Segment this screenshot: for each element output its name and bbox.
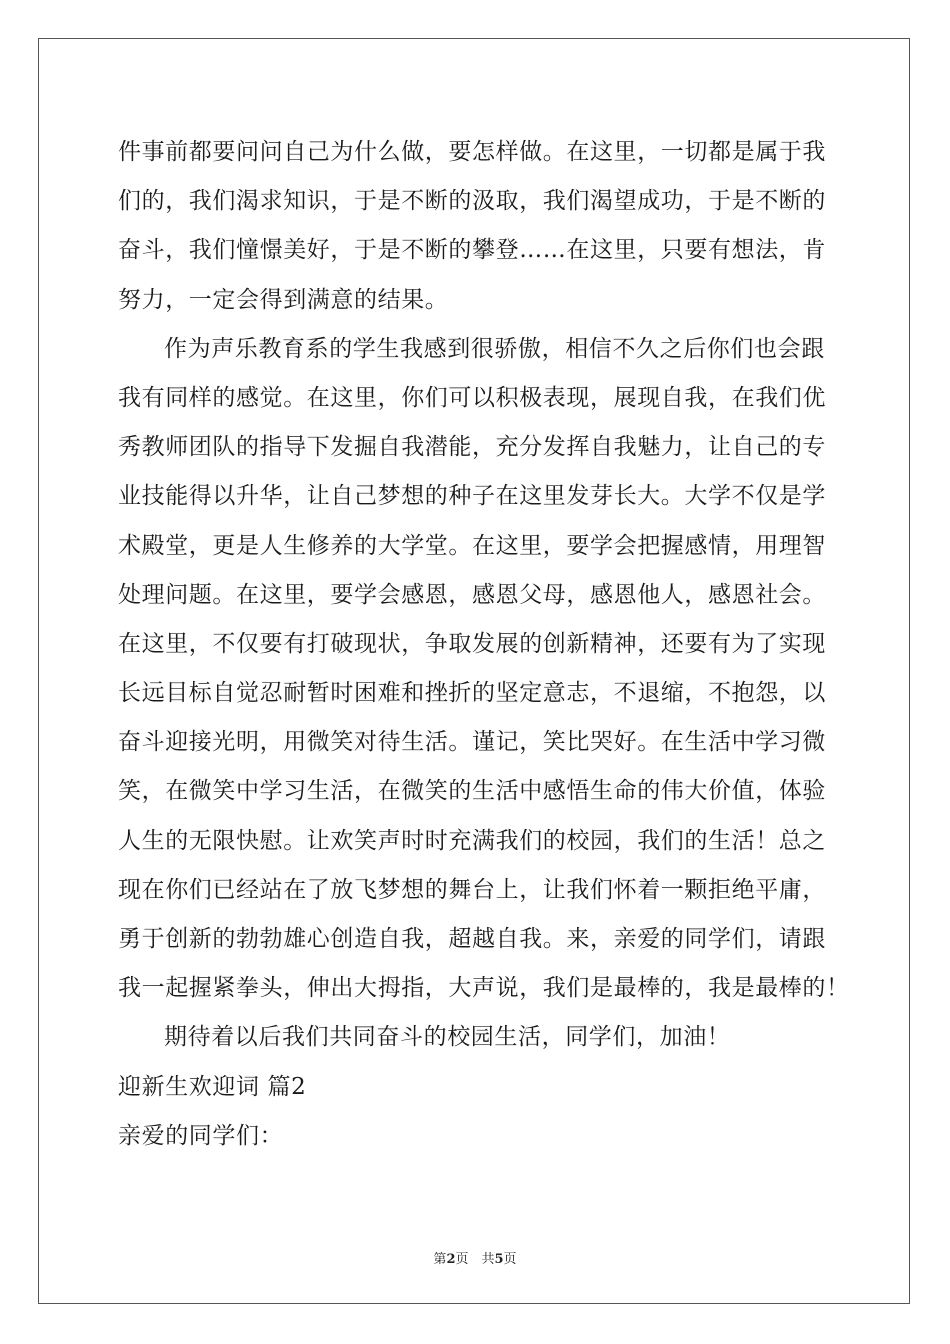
text-line: 处理问题。在这里，要学会感恩，感恩父母，感恩他人，感恩社会。 bbox=[118, 581, 826, 608]
text-line: 现在你们已经站在了放飞梦想的舞台上，让我们怀着一颗拒绝平庸， bbox=[118, 876, 826, 903]
text-line: 奋斗迎接光明，用微笑对待生活。谨记，笑比哭好。在生活中学习微 bbox=[118, 729, 826, 756]
salutation: 亲爱的同学们： bbox=[118, 1122, 284, 1149]
text-line: 件事前都要问问自己为什么做，要怎样做。在这里，一切都是属于我 bbox=[118, 139, 826, 165]
page-total: 5 bbox=[494, 1252, 504, 1267]
text-line: 我一起握紧拳头，伸出大拇指，大声说，我们是最棒的，我是最棒的！ bbox=[118, 975, 850, 1002]
text-line: 笑，在微笑中学习生活，在微笑的生活中感悟生命的伟大价值，体验 bbox=[118, 778, 826, 805]
text-line: 长远目标自觉忍耐暂时困难和挫折的坚定意志，不退缩，不抱怨，以 bbox=[118, 680, 826, 707]
text-line: 秀教师团队的指导下发掘自我潜能，充分发挥自我魅力，让自己的专 bbox=[118, 434, 826, 461]
paragraph-start-line: 期待着以后我们共同奋斗的校园生活，同学们，加油！ bbox=[164, 1024, 731, 1051]
page-number-prefix: 第 bbox=[433, 1252, 447, 1267]
text-line: 我有同样的感觉。在这里，你们可以积极表现，展现自我，在我们优 bbox=[118, 384, 826, 411]
section-heading: 迎新生欢迎词 篇2 bbox=[118, 1073, 307, 1100]
text-line: 术殿堂，更是人生修养的大学堂。在这里，要学会把握感情，用理智 bbox=[118, 532, 826, 559]
page-number-mid: 页 共 bbox=[455, 1252, 495, 1267]
text-line: 奋斗，我们憧憬美好，于是不断的攀登……在这里，只要有想法，肯 bbox=[118, 237, 826, 264]
text-line: 勇于创新的勃勃雄心创造自我，超越自我。来，亲爱的同学们，请跟 bbox=[118, 926, 826, 952]
document-body bbox=[118, 128, 850, 1161]
text-line: 在这里，不仅要有打破现状，争取发展的创新精神，还要有为了实现 bbox=[118, 630, 826, 657]
text-line: 业技能得以升华，让自己梦想的种子在这里发芽长大。大学不仅是学 bbox=[118, 483, 826, 510]
text-line: 努力，一定会得到满意的结果。 bbox=[118, 286, 449, 313]
text-line: 人生的无限快慰。让欢笑声时时充满我们的校园，我们的生活！总之 bbox=[118, 827, 826, 854]
page-footer bbox=[0, 1248, 950, 1267]
page-current: 2 bbox=[446, 1252, 456, 1267]
paragraph-start-line: 作为声乐教育系的学生我感到很骄傲，相信不久之后你们也会跟 bbox=[164, 335, 825, 362]
page-number-suffix: 页 bbox=[503, 1252, 517, 1267]
text-line: 们的，我们渴求知识，于是不断的汲取，我们渴望成功，于是不断的 bbox=[118, 188, 826, 215]
